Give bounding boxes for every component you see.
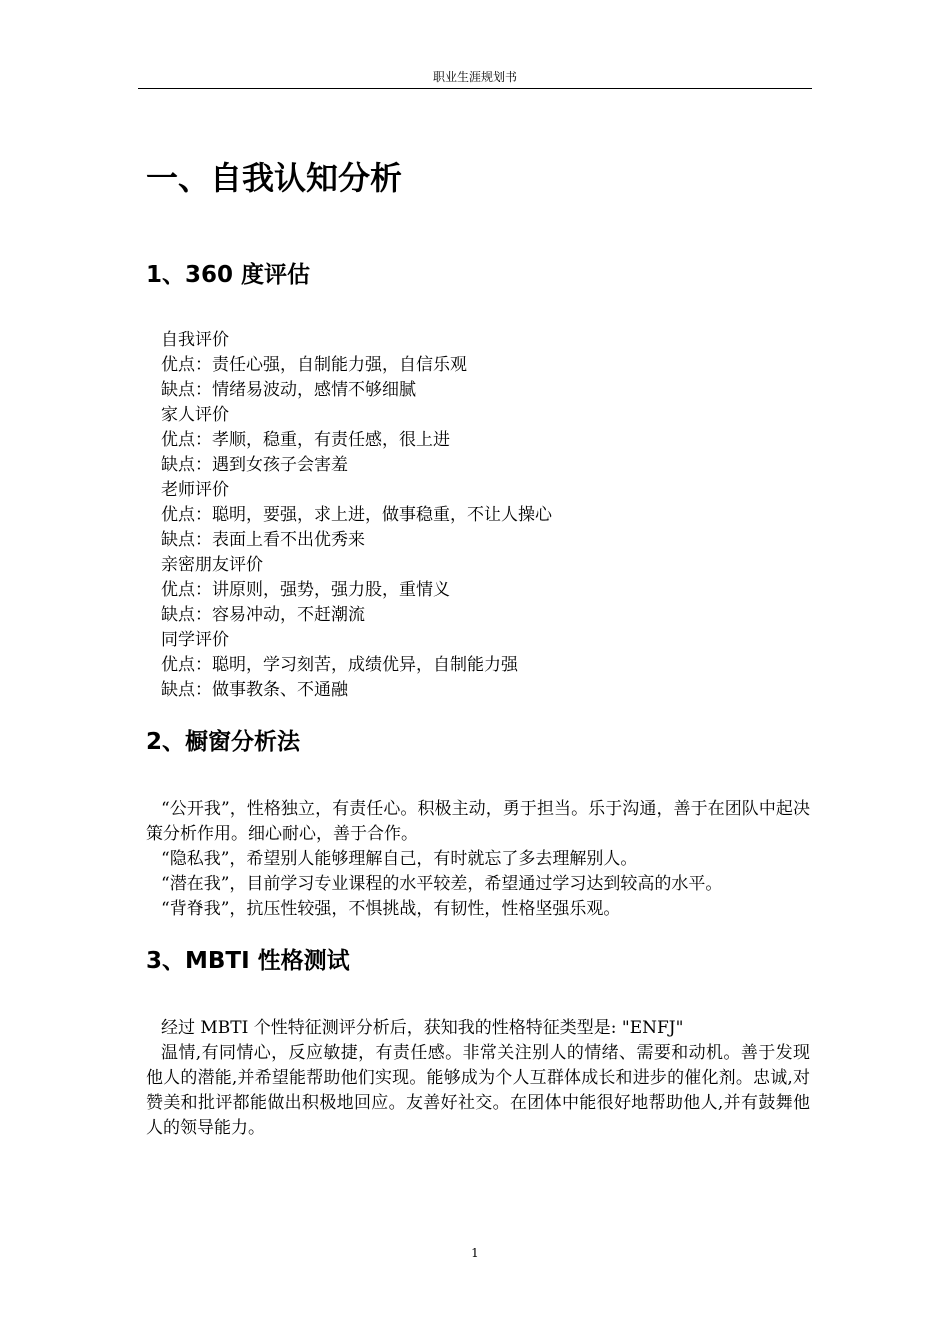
paragraph: 温情,有同情心，反应敏捷，有责任感。非常关注别人的情绪、需要和动机。善于发现他人的潜能,并希望能帮助他们实现。能够成为个人互群体成长和进步的催化剂。忠诚,对赞美和批评都能做出积极地回应。友善好社交。在团体中能很好地帮助他人,并有鼓舞他人的领导能力。 — [146, 1043, 810, 1138]
evaluation-line: 优点：聪明，要强，求上进，做事稳重，不让人操心 — [161, 505, 552, 525]
mbti-text — [146, 1016, 810, 1141]
subsection-title-360: 1、360 度评估 — [146, 262, 311, 288]
evaluation-line: 同学评价 — [161, 630, 229, 650]
evaluation-line: 优点：孝顺，稳重，有责任感，很上进 — [161, 430, 450, 450]
evaluation-line: 优点：讲原则，强势，强力股，重情义 — [161, 580, 450, 600]
paragraph: “隐私我”，希望别人能够理解自己，有时就忘了多去理解别人。 — [161, 849, 638, 869]
evaluation-line: 优点：责任心强，自制能力强，自信乐观 — [161, 355, 467, 375]
evaluation-line: 缺点：情绪易波动，感情不够细腻 — [161, 380, 416, 400]
paragraph: 经过 MBTI 个性特征测评分析后，获知我的性格特征类型是: "ENFJ" — [161, 1018, 684, 1038]
evaluation-line: 缺点：遇到女孩子会害羞 — [161, 455, 348, 475]
paragraph: “公开我”，性格独立，有责任心。积极主动，勇于担当。乐于沟通，善于在团队中起决策分析作用。细心耐心，善于合作。 — [146, 799, 810, 844]
evaluation-line: 自我评价 — [161, 330, 229, 350]
window-analysis-text — [146, 797, 810, 922]
evaluation-line: 亲密朋友评价 — [161, 555, 263, 575]
page-content — [146, 152, 810, 1141]
evaluation-line: 老师评价 — [161, 480, 229, 500]
page-header: 职业生涯规划书 — [138, 68, 812, 89]
paragraph: “潜在我”，目前学习专业课程的水平较差，希望通过学习达到较高的水平。 — [161, 874, 723, 894]
evaluation-list — [146, 328, 810, 703]
evaluation-line: 家人评价 — [161, 405, 229, 425]
evaluation-line: 缺点：表面上看不出优秀来 — [161, 530, 365, 550]
page-number: 1 — [471, 1246, 479, 1260]
evaluation-line: 缺点：容易冲动，不赶潮流 — [161, 605, 365, 625]
section-title: 一、自我认知分析 — [146, 159, 403, 197]
subsection-title-mbti: 3、MBTI 性格测试 — [146, 948, 350, 974]
evaluation-line: 缺点：做事教条、不通融 — [161, 680, 348, 700]
subsection-title-window: 2、橱窗分析法 — [146, 729, 301, 755]
paragraph: “背脊我”，抗压性较强，不惧挑战，有韧性，性格坚强乐观。 — [161, 899, 621, 919]
evaluation-line: 优点：聪明，学习刻苦，成绩优异，自制能力强 — [161, 655, 518, 675]
